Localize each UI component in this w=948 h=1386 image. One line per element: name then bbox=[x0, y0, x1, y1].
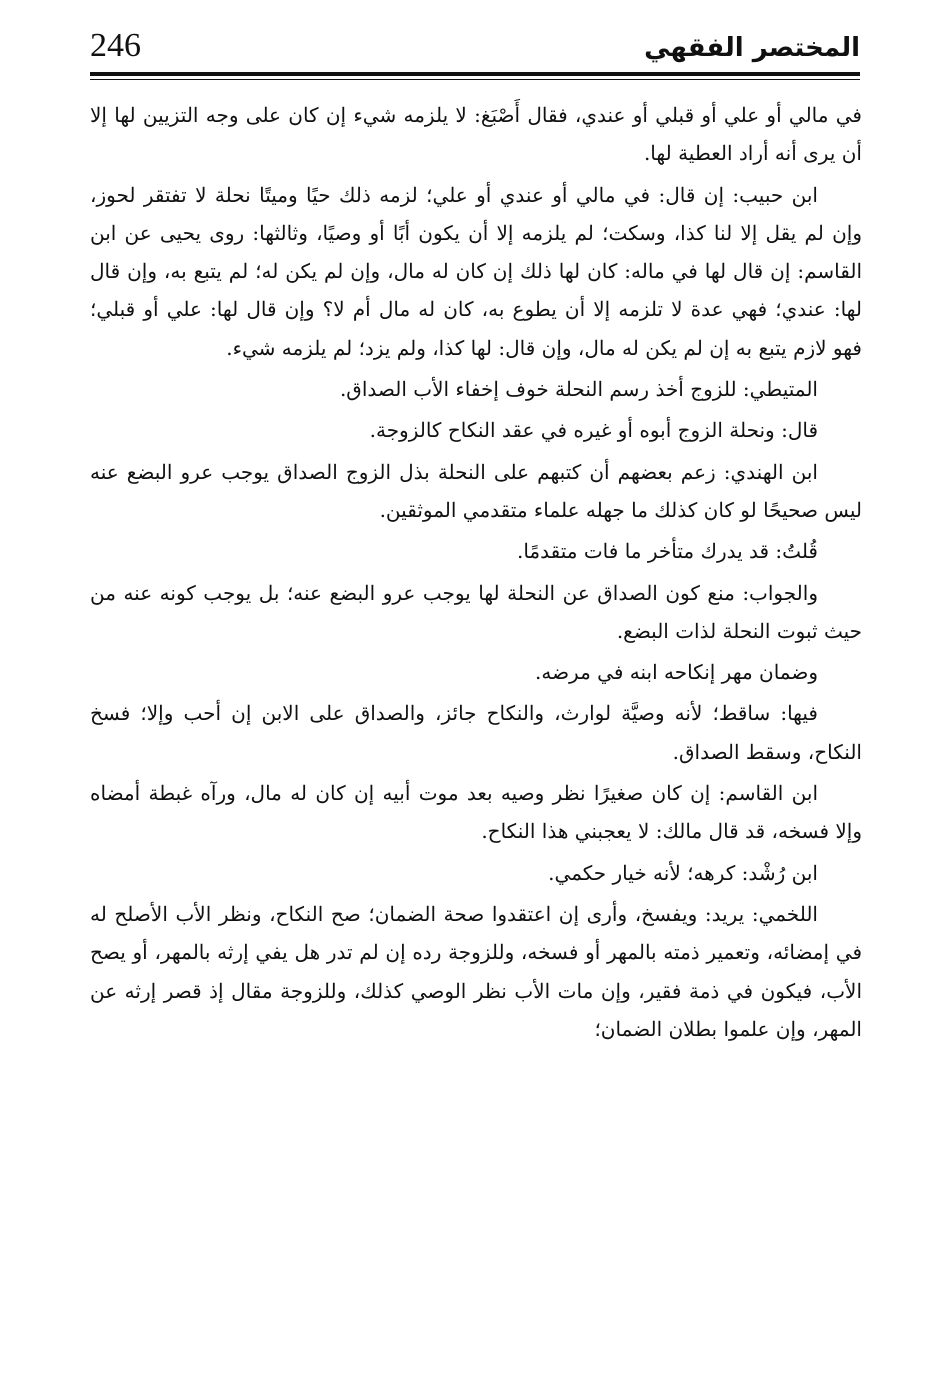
paragraph: في مالي أو علي أو قبلي أو عندي، فقال أَصْبَغ: لا يلزمه شيء إن كان على وجه التزيين لها إلا أن يرى أنه أراد العطية لها. bbox=[90, 103, 862, 166]
paragraph: ابن حبيب: إن قال: في مالي أو عندي أو علي؛ لزمه ذلك حيًا وميتًا نحلة لا تفتقر لحوز، وإن لم يقل إلا لنا كذا، وسكت؛ لم يلزمه إلا أن يكون أبًا أو وصيًا، وثالثها: روى يحيى عن ابن القاسم: إن قال لها في ماله: كان لها ذلك إن كان له مال، وإن لم يكن له؛ لم يتبع به، وإن قال لها: عندي؛ فهي عدة لا تلزمه إلا أن يطوع به، كان له مال أم لا؟ وإن قال لها: علي أو قبلي؛ فهو لازم يتبع به إن لم يكن له مال، وإن قال: لها كذا، ولم يزد؛ لم يلزمه شيء. bbox=[90, 182, 862, 360]
paragraph: قُلتُ: قد يدرك متأخر ما فات متقدمًا. bbox=[516, 539, 818, 564]
paragraph: قال: ونحلة الزوج أبوه أو غيره في عقد النكاح كالزوجة. bbox=[369, 418, 818, 443]
paragraph: والجواب: منع كون الصداق عن النحلة لها يوجب عرو البضع عنه؛ بل يوجب كونه عنه من حيث ثبوت النحلة لذات البضع. bbox=[90, 580, 862, 643]
paragraph: المتيطي: للزوج أخذ رسم النحلة خوف إخفاء الأب الصداق. bbox=[339, 377, 818, 402]
body-text bbox=[90, 96, 862, 1051]
paragraph: ابن رُشْد: كرهه؛ لأنه خيار حكمي. bbox=[548, 860, 818, 885]
running-title: المختصر الفقهي bbox=[644, 33, 860, 63]
paragraph: فيها: ساقط؛ لأنه وصيَّة لوارث، والنكاح جائز، والصداق على الابن إن أحب وإلا؛ فسخ النكاح، وسقط الصداق. bbox=[90, 701, 862, 764]
paragraph: وضمان مهر إنكاحه ابنه في مرضه. bbox=[534, 660, 818, 685]
header-rule-thick bbox=[90, 72, 860, 76]
header-rule-thin bbox=[90, 79, 860, 80]
paragraph: ابن القاسم: إن كان صغيرًا نظر وصيه بعد موت أبيه إن كان له مال، ورآه غبطة أمضاه وإلا فسخه، قد قال مالك: لا يعجبني هذا النكاح. bbox=[90, 781, 862, 844]
paragraph: ابن الهندي: زعم بعضهم أن كتبهم على النحلة بذل الزوج الصداق يوجب عرو البضع عنه ليس صحيحًا لو كان كذلك ما جهله علماء متقدمي الموثقين. bbox=[90, 459, 862, 522]
paragraph: اللخمي: يريد: ويفسخ، وأرى إن اعتقدوا صحة الضمان؛ صح النكاح، ونظر الأب الأصلح له في إمضائه، وتعمير ذمته بالمهر أو فسخه، وللزوجة رده إن لم تدر هل يفي إرثه بالمهر، أو يصح الأب، فيكون في ذمة فقير، وإن مات الأب نظر الوصي كذلك، وللزوجة مقال إذ قصر إرثه عن المهر، وإن علموا بطلان الضمان؛ bbox=[90, 901, 862, 1041]
page-header bbox=[90, 24, 860, 84]
page-number: 246 bbox=[90, 27, 141, 64]
